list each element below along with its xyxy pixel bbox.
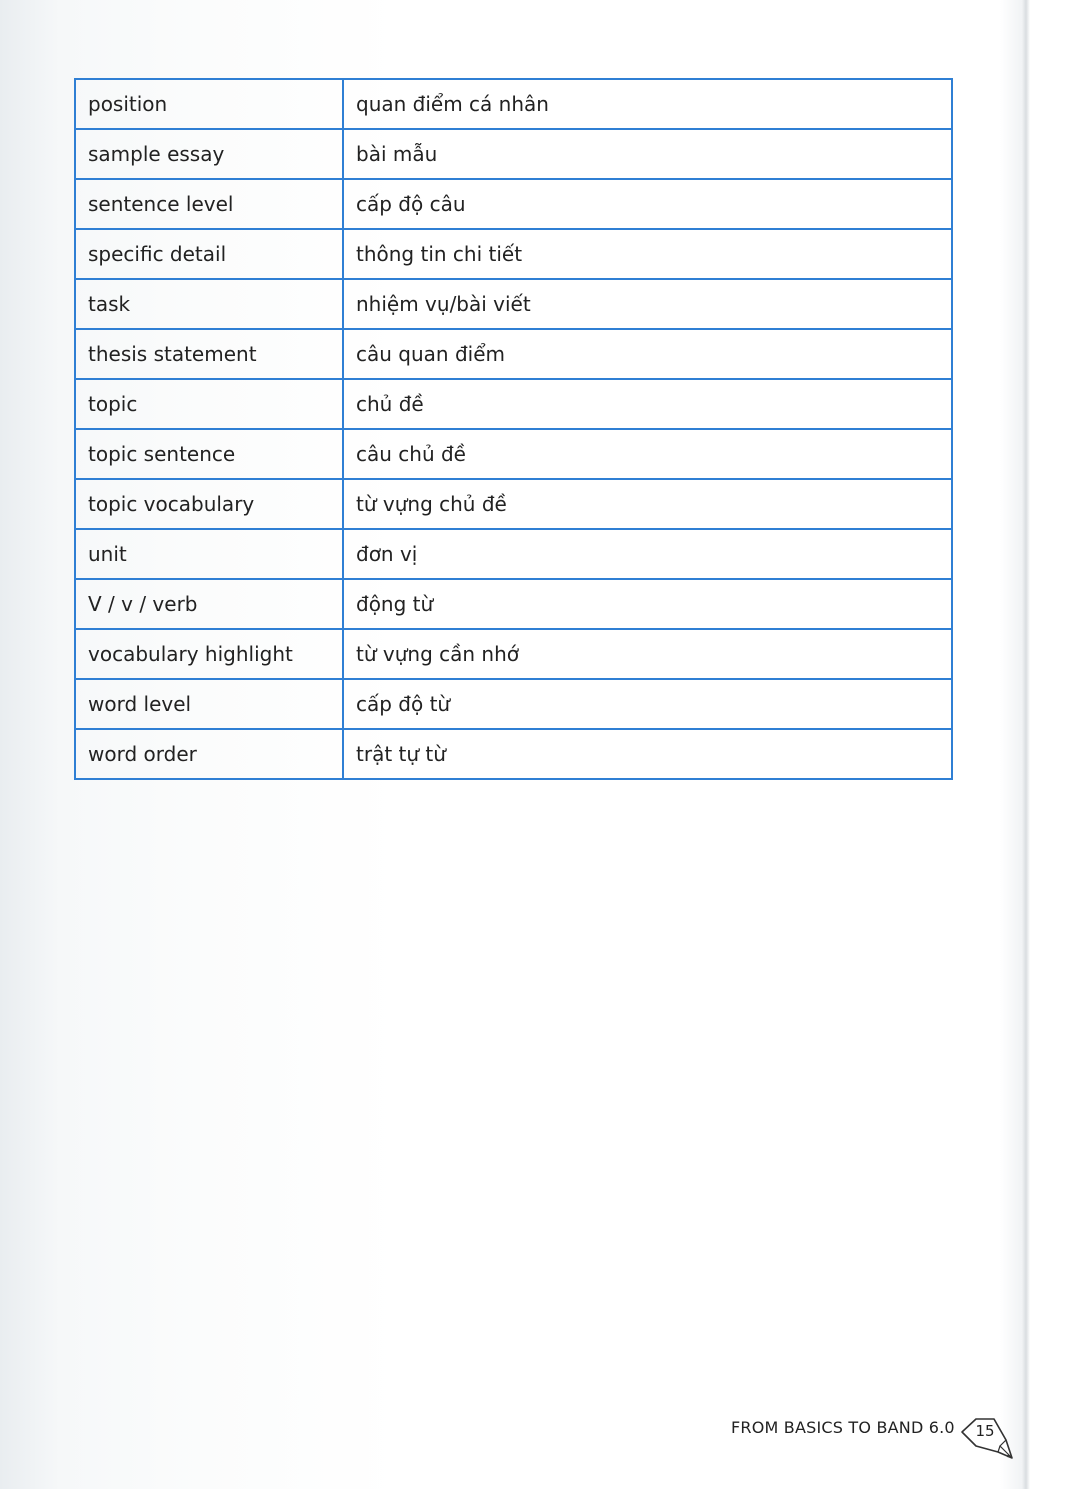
meaning-cell: đơn vị <box>343 529 952 579</box>
table-row <box>75 579 952 629</box>
table-row <box>75 429 952 479</box>
page-number: 15 <box>975 1422 995 1440</box>
term-cell: position <box>75 79 343 129</box>
term-cell: sentence level <box>75 179 343 229</box>
term-cell: topic sentence <box>75 429 343 479</box>
meaning-cell: câu quan điểm <box>343 329 952 379</box>
meaning-cell: quan điểm cá nhân <box>343 79 952 129</box>
page-number-badge <box>958 1406 1014 1462</box>
term-cell: V / v / verb <box>75 579 343 629</box>
term-cell: sample essay <box>75 129 343 179</box>
term-cell: topic vocabulary <box>75 479 343 529</box>
table-row <box>75 179 952 229</box>
glossary-table-body <box>75 79 952 779</box>
meaning-cell: trật tự từ <box>343 729 952 779</box>
table-row <box>75 129 952 179</box>
term-cell: unit <box>75 529 343 579</box>
meaning-cell: từ vựng cần nhớ <box>343 629 952 679</box>
meaning-cell: thông tin chi tiết <box>343 229 952 279</box>
term-cell: specific detail <box>75 229 343 279</box>
term-cell: word order <box>75 729 343 779</box>
table-row <box>75 279 952 329</box>
meaning-cell: chủ đề <box>343 379 952 429</box>
meaning-cell: câu chủ đề <box>343 429 952 479</box>
table-row <box>75 79 952 129</box>
term-cell: topic <box>75 379 343 429</box>
table-row <box>75 529 952 579</box>
meaning-cell: cấp độ câu <box>343 179 952 229</box>
meaning-cell: cấp độ từ <box>343 679 952 729</box>
meaning-cell: nhiệm vụ/bài viết <box>343 279 952 329</box>
table-row <box>75 229 952 279</box>
table-row <box>75 679 952 729</box>
term-cell: task <box>75 279 343 329</box>
table-row <box>75 729 952 779</box>
term-cell: word level <box>75 679 343 729</box>
glossary-table <box>74 78 953 780</box>
table-row <box>75 629 952 679</box>
meaning-cell: từ vựng chủ đề <box>343 479 952 529</box>
meaning-cell: bài mẫu <box>343 129 952 179</box>
footer-book-title: FROM BASICS TO BAND 6.0 <box>731 1418 955 1437</box>
meaning-cell: động từ <box>343 579 952 629</box>
term-cell: vocabulary highlight <box>75 629 343 679</box>
table-row <box>75 479 952 529</box>
term-cell: thesis statement <box>75 329 343 379</box>
table-row <box>75 379 952 429</box>
table-row <box>75 329 952 379</box>
